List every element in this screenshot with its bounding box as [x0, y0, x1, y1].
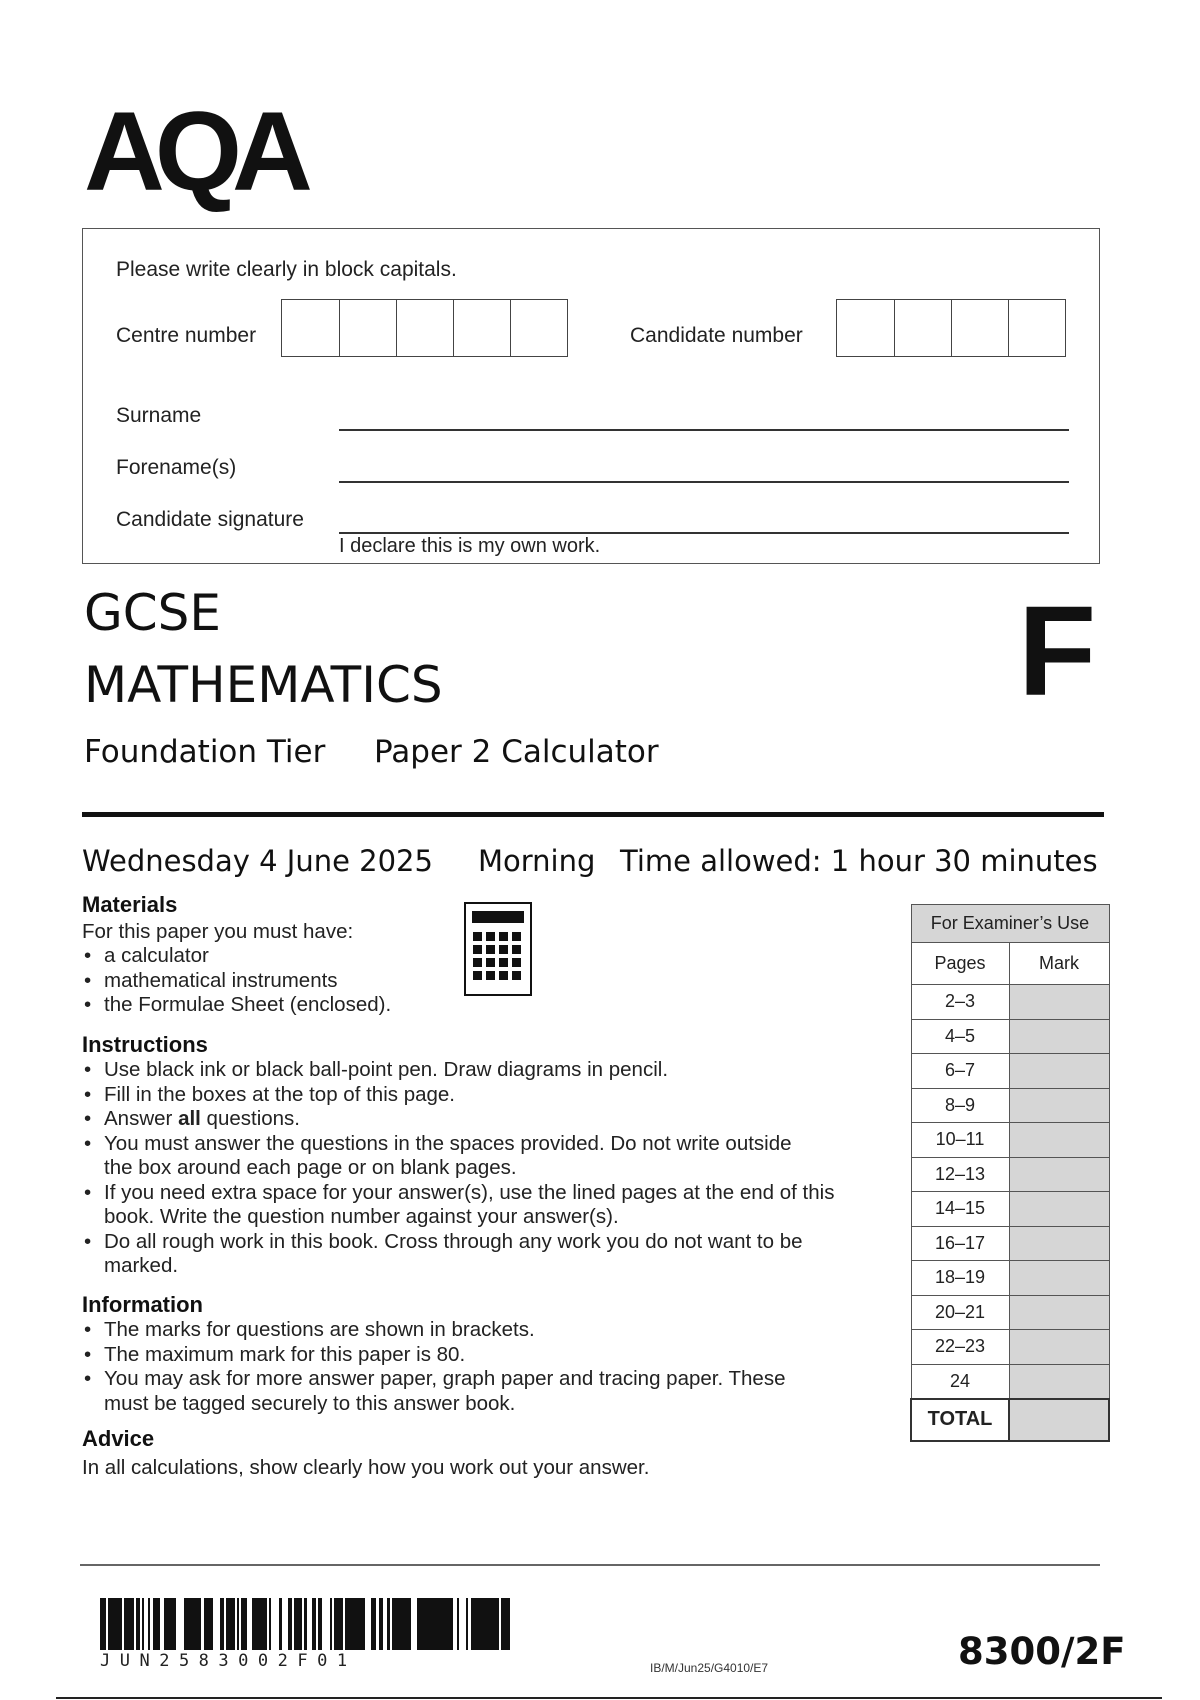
- barcode-bar: [448, 1598, 451, 1650]
- barcode-bar: [237, 1598, 239, 1650]
- block-capitals-instruction: Please write clearly in block capitals.: [116, 258, 457, 281]
- table-row: [911, 1019, 1109, 1054]
- list-item: • The marks for questions are shown in brackets.: [82, 1318, 862, 1343]
- pages-cell: 14–15: [911, 1192, 1009, 1227]
- barcode-bar: [371, 1598, 374, 1650]
- page-bottom-border: [56, 1697, 1162, 1699]
- barcode-bar: [168, 1598, 171, 1650]
- document-reference: IB/M/Jun25/G4010/E7: [650, 1661, 769, 1675]
- barcode-bar: [484, 1598, 486, 1650]
- barcode-bar: [432, 1598, 434, 1650]
- barcode-bar: [164, 1598, 166, 1650]
- barcode-bar: [379, 1598, 381, 1650]
- barcode-bar: [446, 1598, 448, 1650]
- barcode-bar: [220, 1598, 222, 1650]
- candidate-number-label: Candidate number: [630, 324, 803, 347]
- barcode-bar: [229, 1598, 231, 1650]
- barcode-bar: [111, 1598, 115, 1650]
- list-item: • If you need extra space for your answer(s), use the lined pages at the end of this book. Write the question number against your answer(s).: [82, 1181, 862, 1230]
- barcode-bar: [350, 1598, 352, 1650]
- barcode-bar: [493, 1598, 495, 1650]
- mark-cell: [1009, 1364, 1109, 1399]
- exam-date: Wednesday 4 June 2025: [82, 844, 433, 878]
- barcode-bar: [265, 1598, 267, 1650]
- candidate-number-cell[interactable]: [894, 300, 951, 356]
- barcode-bar: [320, 1598, 322, 1650]
- pages-cell: 18–19: [911, 1261, 1009, 1296]
- barcode-bar: [233, 1598, 235, 1650]
- barcode-bar: [243, 1598, 245, 1650]
- barcode-bar: [138, 1598, 140, 1650]
- barcode-bar: [153, 1598, 156, 1650]
- pages-cell: 8–9: [911, 1088, 1009, 1123]
- surname-label: Surname: [116, 404, 202, 427]
- table-row: [911, 1157, 1109, 1192]
- tier-label: Foundation Tier: [84, 734, 326, 770]
- table-row: [911, 1295, 1109, 1330]
- centre-number-cell[interactable]: [396, 300, 453, 356]
- barcode-bar: [258, 1598, 261, 1650]
- barcode-bar: [334, 1598, 337, 1650]
- barcode-bar: [482, 1598, 484, 1650]
- barcode-bar: [241, 1598, 243, 1650]
- barcode-bar: [401, 1598, 405, 1650]
- subject-title: MATHEMATICS: [84, 656, 443, 714]
- examiners-use-title: For Examiner’s Use: [911, 905, 1109, 943]
- barcode-bar: [104, 1598, 106, 1650]
- barcode-bar: [473, 1598, 476, 1650]
- mark-cell: [1009, 1157, 1109, 1192]
- mark-cell: [1009, 1088, 1109, 1123]
- barcode-bar: [451, 1598, 453, 1650]
- forename-line[interactable]: [339, 481, 1069, 483]
- barcode-bar: [457, 1598, 459, 1650]
- pages-cell: 12–13: [911, 1157, 1009, 1192]
- total-label: TOTAL: [911, 1399, 1009, 1441]
- barcode-bar: [337, 1598, 339, 1650]
- barcode-bar: [298, 1598, 302, 1650]
- barcode-bar: [396, 1598, 398, 1650]
- information-list: [82, 1318, 862, 1416]
- advice-text: In all calculations, show clearly how you work out your answer.: [82, 1456, 650, 1479]
- barcode-bar: [480, 1598, 482, 1650]
- barcode-bar: [102, 1598, 104, 1650]
- barcode-bar: [288, 1598, 292, 1650]
- mark-column-header: Mark: [1009, 943, 1109, 985]
- materials-intro: For this paper you must have:: [82, 920, 354, 943]
- list-item: • You may ask for more answer paper, graph paper and tracing paper. These must be tagged securely to this answer book.: [82, 1367, 862, 1416]
- candidate-details-box: [82, 228, 1100, 564]
- mark-cell: [1009, 1226, 1109, 1261]
- forename-label: Forename(s): [116, 456, 237, 479]
- mark-cell: [1009, 1054, 1109, 1089]
- barcode-bar: [124, 1598, 127, 1650]
- barcode-bar: [117, 1598, 120, 1650]
- declaration-text: I declare this is my own work.: [339, 535, 601, 557]
- table-row: [911, 1123, 1109, 1158]
- barcode-bar: [426, 1598, 430, 1650]
- barcode-bar: [207, 1598, 211, 1650]
- barcode-bar: [471, 1598, 473, 1650]
- table-row: [911, 1226, 1109, 1261]
- table-row: [911, 1192, 1109, 1227]
- total-row: [911, 1399, 1109, 1441]
- barcode-bar: [108, 1598, 111, 1650]
- barcode-bar: [198, 1598, 201, 1650]
- barcode-bar: [158, 1598, 160, 1650]
- centre-number-cell[interactable]: [282, 300, 339, 356]
- barcode-bar: [261, 1598, 263, 1650]
- tier-letter: F: [1018, 580, 1097, 723]
- mark-cell: [1009, 1330, 1109, 1365]
- barcode-bar: [424, 1598, 426, 1650]
- candidate-signature-label: Candidate signature: [116, 508, 304, 531]
- mark-cell: [1009, 1019, 1109, 1054]
- barcode-bar: [184, 1598, 187, 1650]
- list-item: • Do all rough work in this book. Cross through any work you do not want to be marked.: [82, 1230, 862, 1279]
- aqa-logo: AQA: [84, 89, 303, 214]
- barcode-bar: [136, 1598, 138, 1650]
- header-divider: [82, 812, 1104, 817]
- barcode-bar: [419, 1598, 422, 1650]
- barcode-bar: [417, 1598, 419, 1650]
- pages-cell: 10–11: [911, 1123, 1009, 1158]
- table-row: [911, 1261, 1109, 1296]
- barcode-bar: [269, 1598, 271, 1650]
- barcode-bar: [503, 1598, 507, 1650]
- advice-heading: Advice: [82, 1426, 155, 1451]
- barcode-bar: [495, 1598, 497, 1650]
- table-row: [911, 1088, 1109, 1123]
- barcode-bar: [211, 1598, 213, 1650]
- barcode-bar: [358, 1598, 360, 1650]
- barcode-bar: [171, 1598, 173, 1650]
- barcode-bar: [279, 1598, 282, 1650]
- examiners-use-table: [910, 904, 1110, 1442]
- barcode-bar: [360, 1598, 362, 1650]
- barcode-bar: [407, 1598, 409, 1650]
- barcode-number: JUN2583002F01: [100, 1651, 357, 1671]
- mark-cell: [1009, 1295, 1109, 1330]
- barcode-bar: [352, 1598, 354, 1650]
- barcode-bar: [507, 1598, 510, 1650]
- barcode-bar: [434, 1598, 436, 1650]
- candidate-number-boxes[interactable]: [836, 299, 1066, 357]
- pages-cell: 4–5: [911, 1019, 1009, 1054]
- barcode-bar: [148, 1598, 150, 1650]
- barcode-bar: [187, 1598, 189, 1650]
- table-row: [911, 1330, 1109, 1365]
- barcode-bar: [204, 1598, 207, 1650]
- barcode-bar: [486, 1598, 488, 1650]
- barcode-bar: [466, 1598, 468, 1650]
- table-row: [911, 1054, 1109, 1089]
- pages-cell: 24: [911, 1364, 1009, 1399]
- mark-cell: [1009, 1123, 1109, 1158]
- surname-line[interactable]: [339, 429, 1069, 431]
- pages-cell: 16–17: [911, 1226, 1009, 1261]
- candidate-number-cell[interactable]: [837, 300, 894, 356]
- table-row: [911, 985, 1109, 1020]
- barcode-bar: [436, 1598, 438, 1650]
- barcode-bar: [166, 1598, 168, 1650]
- barcode-bar: [422, 1598, 424, 1650]
- barcode-bar: [501, 1598, 503, 1650]
- barcode-bar: [347, 1598, 350, 1650]
- barcode-bar: [100, 1598, 102, 1650]
- barcode-bar: [120, 1598, 122, 1650]
- barcode-bar: [115, 1598, 117, 1650]
- barcode-bar: [387, 1598, 390, 1650]
- list-item: • a calculator: [82, 944, 862, 969]
- barcode-bar: [263, 1598, 265, 1650]
- list-item: • Fill in the boxes at the top of this page.: [82, 1083, 862, 1108]
- barcode-bar: [318, 1598, 320, 1650]
- pages-cell: 2–3: [911, 985, 1009, 1020]
- barcode-bar: [362, 1598, 365, 1650]
- barcode-bar: [444, 1598, 446, 1650]
- barcode-bar: [354, 1598, 358, 1650]
- barcode-bar: [142, 1598, 144, 1650]
- paper-label: Paper 2 Calculator: [374, 734, 659, 770]
- mark-cell: [1009, 985, 1109, 1020]
- candidate-number-cell[interactable]: [1008, 300, 1065, 356]
- barcode-bar: [381, 1598, 383, 1650]
- barcode-bar: [231, 1598, 233, 1650]
- barcode-bar: [245, 1598, 247, 1650]
- barcode-bar: [304, 1598, 307, 1650]
- signature-line[interactable]: [339, 532, 1069, 534]
- barcode-bar: [409, 1598, 411, 1650]
- barcode-bar: [341, 1598, 343, 1650]
- barcode-bar: [173, 1598, 176, 1650]
- list-item: • The maximum mark for this paper is 80.: [82, 1343, 862, 1368]
- list-item: • mathematical instruments: [82, 969, 862, 994]
- centre-number-boxes[interactable]: [281, 299, 568, 357]
- exam-session: Morning: [478, 844, 596, 878]
- barcode-bar: [130, 1598, 134, 1650]
- list-item: • You must answer the questions in the spaces provided. Do not write outside the box around each page or on blank pages.: [82, 1132, 862, 1181]
- barcode-bar: [191, 1598, 195, 1650]
- mark-cell: [1009, 1192, 1109, 1227]
- barcode-bar: [256, 1598, 258, 1650]
- barcode-bar: [441, 1598, 444, 1650]
- pages-cell: 6–7: [911, 1054, 1009, 1089]
- qualification-title: GCSE: [84, 584, 221, 642]
- list-item: • the Formulae Sheet (enclosed).: [82, 993, 862, 1018]
- barcode-bar: [398, 1598, 401, 1650]
- list-item: • Answer all questions.: [82, 1107, 862, 1132]
- barcode-bar: [195, 1598, 198, 1650]
- barcode-bar: [405, 1598, 407, 1650]
- barcode-bar: [339, 1598, 341, 1650]
- barcode-bar: [345, 1598, 347, 1650]
- barcode-bar: [476, 1598, 480, 1650]
- footer-divider: [80, 1564, 1100, 1566]
- information-heading: Information: [82, 1292, 203, 1317]
- barcode-bar: [314, 1598, 316, 1650]
- barcode-bar: [438, 1598, 441, 1650]
- barcode-bar: [430, 1598, 432, 1650]
- calculator-icon: [464, 902, 532, 996]
- barcode: [100, 1598, 510, 1650]
- time-allowed: Time allowed: 1 hour 30 minutes: [620, 844, 1098, 878]
- instructions-list: [82, 1058, 862, 1279]
- barcode-bar: [491, 1598, 493, 1650]
- barcode-bar: [497, 1598, 499, 1650]
- barcode-bar: [226, 1598, 229, 1650]
- mark-cell: [1009, 1261, 1109, 1296]
- barcode-bar: [330, 1598, 332, 1650]
- barcode-bar: [252, 1598, 256, 1650]
- barcode-bar: [189, 1598, 191, 1650]
- candidate-number-cell[interactable]: [951, 300, 1008, 356]
- barcode-bar: [294, 1598, 298, 1650]
- centre-number-cell[interactable]: [453, 300, 510, 356]
- centre-number-cell[interactable]: [510, 300, 567, 356]
- table-row: [911, 1364, 1109, 1399]
- barcode-bar: [488, 1598, 491, 1650]
- materials-heading: Materials: [82, 892, 178, 917]
- barcode-bar: [127, 1598, 130, 1650]
- centre-number-label: Centre number: [116, 324, 257, 347]
- barcode-bar: [374, 1598, 376, 1650]
- barcode-bar: [312, 1598, 314, 1650]
- paper-code: 8300/2F: [958, 1630, 1126, 1673]
- pages-cell: 22–23: [911, 1330, 1009, 1365]
- barcode-bar: [156, 1598, 158, 1650]
- list-item: • Use black ink or black ball-point pen. Draw diagrams in pencil.: [82, 1058, 862, 1083]
- instructions-heading: Instructions: [82, 1032, 208, 1057]
- barcode-bar: [222, 1598, 224, 1650]
- barcode-bar: [392, 1598, 396, 1650]
- total-mark-cell: [1009, 1399, 1109, 1441]
- pages-cell: 20–21: [911, 1295, 1009, 1330]
- pages-column-header: Pages: [911, 943, 1009, 985]
- centre-number-cell[interactable]: [339, 300, 396, 356]
